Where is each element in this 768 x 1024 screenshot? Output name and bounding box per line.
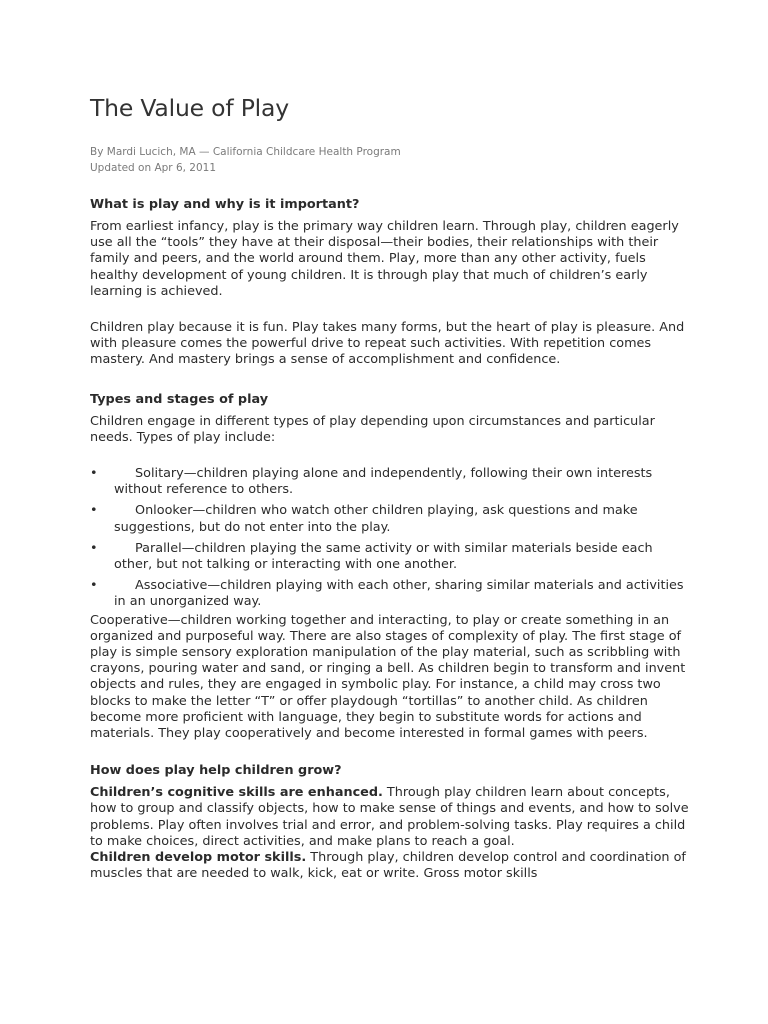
- list-item-text: Parallel—children playing the same activity or with similar materials beside each other, but not talking or interacting with one another.: [114, 540, 653, 573]
- paragraph-motor: [90, 850, 690, 882]
- page-title: The Value of Play: [90, 94, 289, 122]
- section-heading-what-is-play: What is play and why is it important?: [90, 197, 360, 212]
- paragraph-cognitive: [90, 785, 690, 850]
- paragraph-fun: Children play because it is fun. Play takes many forms, but the heart of play is pleasure. And with pleasure comes the powerful drive to repeat such activities. With repetition comes mastery. And mastery brings a sense of accomplishment and confidence.: [90, 320, 685, 368]
- list-item-text: Associative—children playing with each other, sharing similar materials and activities in an unorganized way.: [114, 578, 684, 610]
- section-heading-types-stages: Types and stages of play: [90, 391, 269, 407]
- motor-lead: Children develop motor skills.: [90, 850, 307, 866]
- updated-date: Updated on Apr 6, 2011: [90, 162, 217, 174]
- list-item-associative: [90, 578, 690, 610]
- list-item-parallel: [90, 541, 690, 573]
- bullet-icon: •: [90, 503, 98, 519]
- bullet-icon: •: [90, 578, 98, 594]
- motor-text: Through play, children develop control and coordination of muscles that are needed to walk, kick, eat or write. Gross motor skills: [90, 850, 686, 882]
- bullet-icon: •: [90, 540, 98, 556]
- section-heading-how-play-helps: How does play help children grow?: [90, 763, 342, 779]
- cognitive-text: Through play children learn about concepts, how to group and classify objects, how to make sense of things and events, and how to solve problems. Play often involves trial and error, and problem-solving tasks. Play requires a child to make choices, direct activities, and make plans to reach a goal.: [90, 785, 689, 849]
- cognitive-lead: Children’s cognitive skills are enhanced.: [90, 785, 383, 801]
- bullet-icon: •: [90, 466, 98, 482]
- list-item-onlooker: [90, 503, 690, 535]
- paragraph-types-intro: Children engage in different types of play depending upon circumstances and particular needs. Types of play include:: [90, 413, 655, 445]
- list-item-text: Onlooker—children who watch other children playing, ask questions and make suggestions, but do not enter into the play.: [114, 503, 638, 535]
- play-types-list: [90, 466, 690, 611]
- list-item-solitary: [90, 466, 690, 498]
- list-item-text: Solitary—children playing alone and independently, following their own interests without reference to others.: [114, 466, 653, 498]
- paragraph-cooperative: Cooperative—children working together and interacting, to play or create something in an organized and purposeful way. There are also stages of complexity of play. The first stage of play is simple sensory exploration manipulation of the play material, such as scribbling with crayons, pouring water and sand, or ringing a bell. As children begin to transform and invent objects and rules, they are engaged in symbolic play. For instance, a child may cross two blocks to make the letter “T” or offer playdough “tortillas” to another child. As children become more proficient with language, they begin to substitute words for actions and materials. They play cooperatively and become interested in formal games with peers.: [90, 612, 686, 742]
- article: [90, 90, 690, 883]
- paragraph-earliest-infancy: From earliest infancy, play is the primary way children learn. Through play, children eagerly use all the “tools” they have at their disposal—their bodies, their relationships with their family and peers, and the world around them. Play, more than any other activity, fuels healthy development of young children. It is through play that much of children’s early learning is achieved.: [90, 219, 679, 299]
- author-byline: By Mardi Lucich, MA — California Childcare Health Program: [90, 146, 401, 158]
